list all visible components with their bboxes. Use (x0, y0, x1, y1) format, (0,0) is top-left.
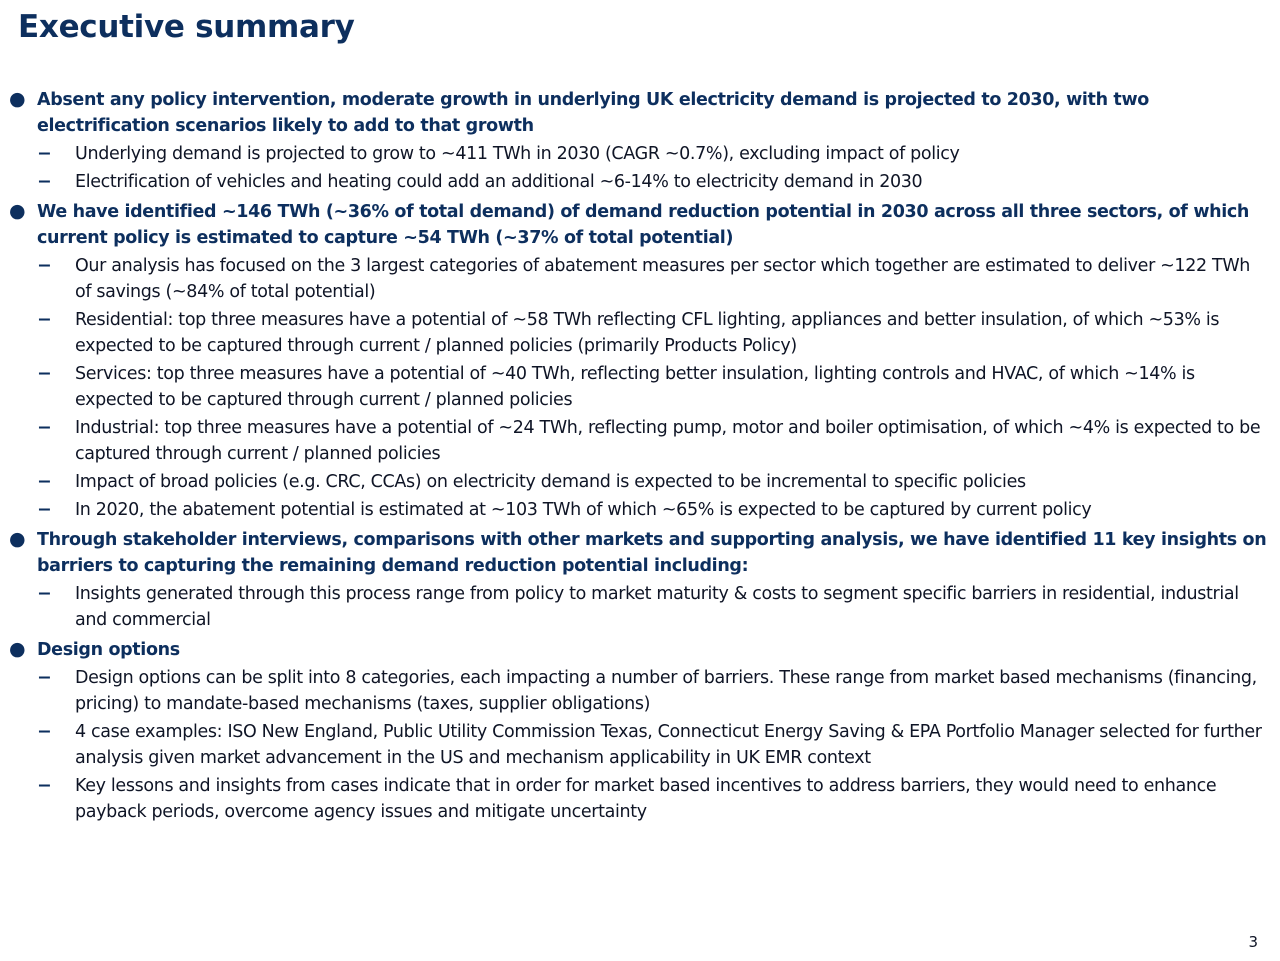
dash-icon: − (37, 668, 52, 688)
section-heading-text: We have identified ~146 TWh (~36% of total demand) of demand reduction potential in 2030 across all three sectors, of which current policy is estimated to capture ~54 TWh (~37% of total potential) (37, 202, 1250, 248)
dash-icon: − (37, 172, 52, 192)
sub-bullet (37, 773, 1265, 825)
section-heading (9, 527, 1267, 579)
sub-bullet (37, 497, 1265, 523)
sub-bullet (37, 141, 1265, 167)
sub-bullet-text: Services: top three measures have a potential of ~40 TWh, reflecting better insulation, lighting controls and HVAC, of which ~14% is expected to be captured through current / planned policies (75, 364, 1195, 410)
dash-icon: − (37, 584, 52, 604)
sub-bullet-text: Insights generated through this process range from policy to market maturity & costs to segment specific barriers in residential, industrial and commercial (75, 584, 1239, 630)
bullet-dot-icon: ● (9, 200, 26, 222)
section-heading-text: Through stakeholder interviews, comparisons with other markets and supporting analysis, we have identified 11 key insights on barriers to capturing the remaining demand reduction potential including: (37, 530, 1267, 576)
dash-icon: − (37, 418, 52, 438)
sub-bullet (37, 169, 1265, 195)
dash-icon: − (37, 776, 52, 796)
summary-section-demand-growth (0, 87, 1280, 195)
summary-section-design-options (0, 637, 1280, 825)
section-heading (9, 199, 1267, 251)
sub-bullet-text: Design options can be split into 8 categories, each impacting a number of barriers. These range from market based mechanisms (financing, pricing) to mandate-based mechanisms (taxes, supplier obligations) (75, 668, 1257, 714)
bullet-dot-icon: ● (9, 88, 26, 110)
dash-icon: − (37, 144, 52, 164)
dash-icon: − (37, 472, 52, 492)
dash-icon: − (37, 722, 52, 742)
summary-content (0, 87, 1280, 829)
bullet-dot-icon: ● (9, 638, 26, 660)
section-heading (9, 637, 1267, 663)
sub-bullet-text: Electrification of vehicles and heating could add an additional ~6-14% to electricity demand in 2030 (75, 172, 923, 192)
sub-bullet-list (0, 665, 1280, 825)
section-heading-text: Absent any policy intervention, moderate growth in underlying UK electricity demand is projected to 2030, with two electrification scenarios likely to add to that growth (37, 90, 1149, 136)
sub-bullet-text: Residential: top three measures have a potential of ~58 TWh reflecting CFL lighting, appliances and better insulation, of which ~53% is expected to be captured through current / planned policies (primarily Products Policy) (75, 310, 1220, 356)
page-title: Executive summary (18, 9, 355, 45)
sub-bullet (37, 719, 1265, 771)
page-number: 3 (1248, 933, 1258, 951)
summary-section-barriers (0, 527, 1280, 633)
sub-bullet-list (0, 253, 1280, 523)
sub-bullet-list (0, 581, 1280, 633)
sub-bullet (37, 665, 1265, 717)
section-heading (9, 87, 1267, 139)
sub-bullet-text: 4 case examples: ISO New England, Public Utility Commission Texas, Connecticut Energy Saving & EPA Portfolio Manager selected for further analysis given market advancement in the US and mechanism applicability in UK EMR context (75, 722, 1262, 768)
sub-bullet-text: Our analysis has focused on the 3 largest categories of abatement measures per sector which together are estimated to deliver ~122 TWh of savings (~84% of total potential) (75, 256, 1251, 302)
sub-bullet-text: In 2020, the abatement potential is estimated at ~103 TWh of which ~65% is expected to be captured by current policy (75, 500, 1092, 520)
summary-section-reduction-potential (0, 199, 1280, 523)
section-heading-text: Design options (37, 640, 180, 660)
dash-icon: − (37, 256, 52, 276)
sub-bullet-list (0, 141, 1280, 195)
sub-bullet (37, 307, 1265, 359)
dash-icon: − (37, 310, 52, 330)
sub-bullet (37, 469, 1265, 495)
sub-bullet (37, 581, 1265, 633)
sub-bullet-text: Industrial: top three measures have a potential of ~24 TWh, reflecting pump, motor and boiler optimisation, of which ~4% is expected to be captured through current / planned policies (75, 418, 1261, 464)
sub-bullet-text: Impact of broad policies (e.g. CRC, CCAs) on electricity demand is expected to be incremental to specific policies (75, 472, 1026, 492)
sub-bullet (37, 415, 1265, 467)
bullet-dot-icon: ● (9, 528, 26, 550)
dash-icon: − (37, 500, 52, 520)
sub-bullet (37, 253, 1265, 305)
sub-bullet-text: Underlying demand is projected to grow to ~411 TWh in 2030 (CAGR ~0.7%), excluding impact of policy (75, 144, 960, 164)
sub-bullet-text: Key lessons and insights from cases indicate that in order for market based incentives to address barriers, they would need to enhance payback periods, overcome agency issues and mitigate uncertainty (75, 776, 1217, 822)
sub-bullet (37, 361, 1265, 413)
dash-icon: − (37, 364, 52, 384)
